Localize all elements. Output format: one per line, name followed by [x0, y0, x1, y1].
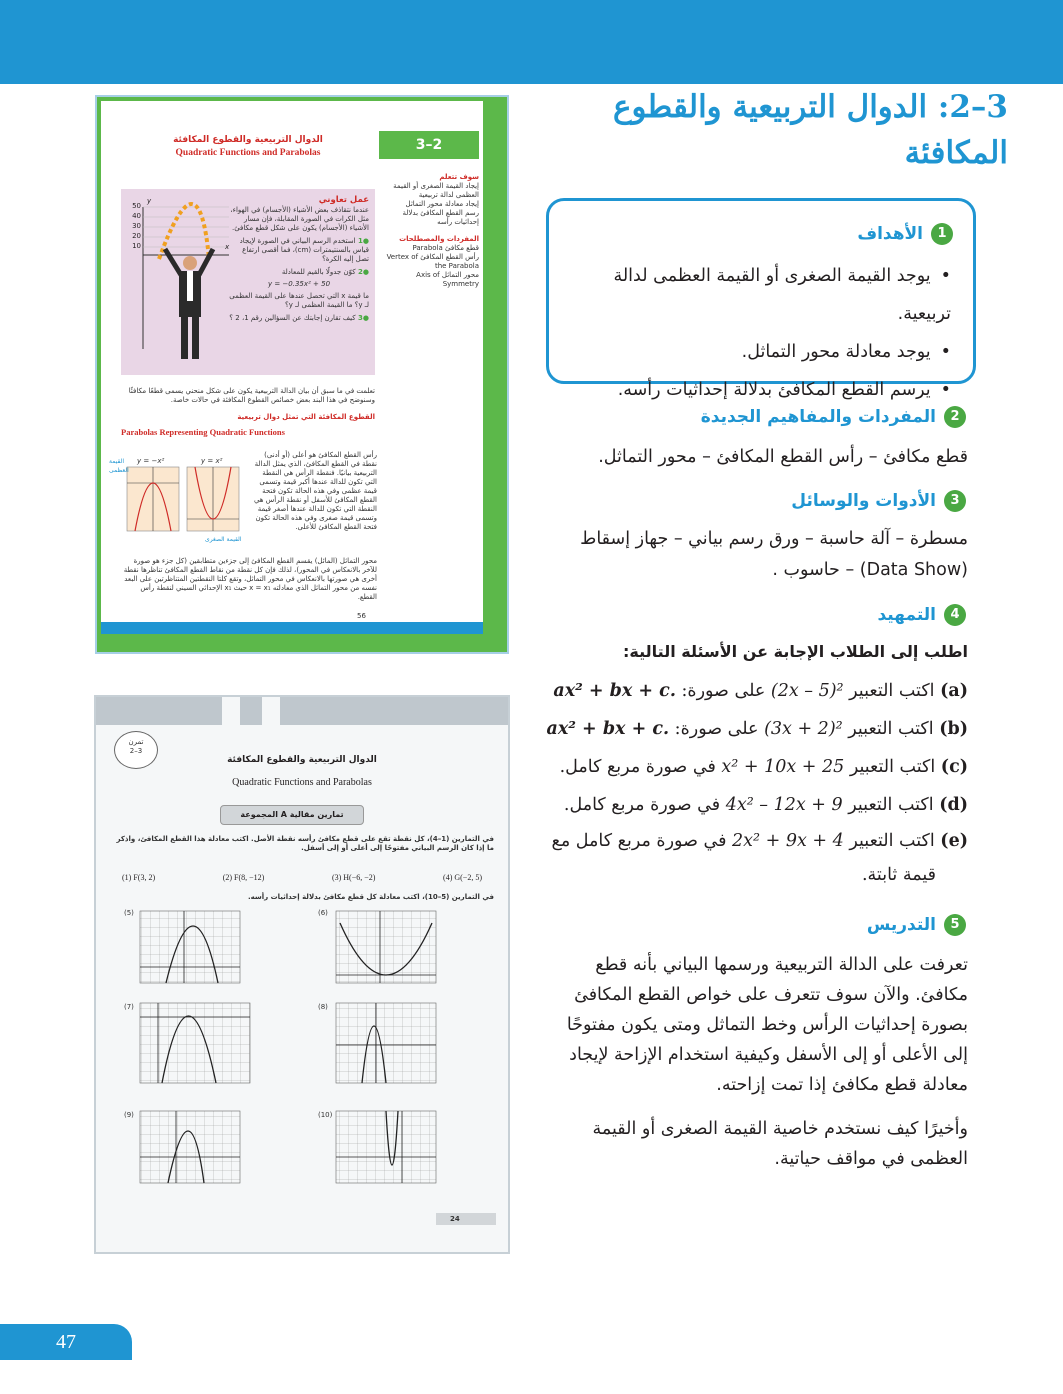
workbook-page-number: 24 — [450, 1215, 460, 1223]
vocab-heading: المفردات والمصطلحات — [399, 235, 479, 243]
graph-label-8: (8) — [318, 1003, 328, 1011]
points-row: (1) F(3, 2) (2) F(8, −12) (3) H(−6, −2) (4) G(−2, 5) — [122, 873, 482, 882]
side-column — [379, 173, 479, 289]
top-banner — [0, 0, 1063, 84]
textbook-page — [101, 101, 483, 634]
vertex-paragraph: رأس القطع المكافئ هو أعلى (أو أدنى) نقطة في القطع المكافئ، الذي يمثل الدالة التربيعية بيانيًا. فنقطة الرأس هي النقطة التي تكون للدالة عندها أكبر قيمة وتسمى قيمة عظمى وفي هذه الحالة تكون فتحة القطع المكافئ للأسفل أو نقطة الرأس هي النقطة التي تكون للدالة عندها أصغر قيمة وتسمى قيمة صغرى وفي هذه الحالة تكون فتحة القطع المكافئ للأعلى. — [253, 451, 377, 531]
graph-label-7: (7) — [124, 1003, 134, 1011]
exercise-badge: تمرن 2–3 — [114, 731, 158, 769]
vocab-heading: 2 المفردات والمفاهيم الجديدة — [701, 406, 966, 428]
axis-paragraph: محور التماثل (المائل) يقسم القطع المكافئ إلى جزءين متطابقين (كل جزء هو صورة للآخر بالانعكاس في المحور)، لذلك فإن كل نقطة من نقاط القطع المكافئ تناظرها نقطة أخرى هي صورتها بالانعكاس في محور التماثل، وتقع كلتا النقطتين المتناظرتين على البعد نفسه من محور التماثل الذي معادلته x = x₁ حيث x₁ الإحداثي السيني لنقطة رأس القطع. — [123, 557, 377, 601]
workbook-footer — [436, 1213, 496, 1225]
side-item: إيجاد معادلة محور التماثل — [405, 200, 479, 208]
teaching-paragraph-1: تعرفت على الدالة التربيعية ورسمها البياني بأنه قطع مكافئ. والآن سوف تتعرف على خواص القطع المكافئ بصورة إحداثيات الرأس وخط التماثل ومتى يكون مفتوحًا إلى الأعلى أو إلى الأسفل وكيفية استخدام الإزاحة لإيجاد معادلة قطع مكافئ إذا تمت إزاحته. — [566, 955, 968, 1095]
sub-heading-ar: القطوع المكافئة التي تمثل دوال تربيعية — [237, 413, 375, 421]
objectives-box — [546, 198, 976, 400]
coop-step-2: ●2 كوّن جدولًا بالقيم للمعادلة — [281, 268, 369, 276]
workbook-title-en: Quadratic Functions and Parabolas — [232, 777, 372, 788]
graph-label-10: (10) — [318, 1111, 333, 1119]
lesson-title-ar: الدوال التربيعية والقطوع المكافئة — [173, 135, 323, 145]
coop-equation: y = −0.35x² + 50 — [267, 280, 331, 288]
instructions-2: في التمارين (5–10)، اكتب معادلة كل قطع مكافئ بدلالة إحداثيات رأسه. — [247, 893, 494, 901]
y-ticks: 50 40 30 20 10 — [132, 202, 141, 250]
side-item: رسم القطع المكافئ بدلالة إحداثيات رأسه — [402, 209, 479, 226]
vocab-item: محور التماثل Axis of Symmetry — [416, 271, 479, 288]
textbook-page-number: 56 — [357, 612, 366, 620]
coop-paragraph: عندما نتقاذف بعض الأشياء (الأجسام) في الهواء، مثل الكرات في الصورة المقابلة، فإن مسار الأشياء (الأجسام) يكون على شكل قطع مكافئ. — [230, 206, 369, 232]
intro-paragraph: تعلمت في ما سبق أن بيان الدالة التربيعية يكون على شكل منحني يسمى قطعًا مكافئًا وسنوضح في هذا البند بعض خصائص القطوع المكافئة في حالات خاصة. — [128, 387, 375, 404]
tools-heading: 3 الأدوات والوسائل — [791, 490, 966, 512]
vocab-item: قطع مكافئ Parabola — [412, 244, 479, 252]
side-item: إيجاد القيمة الصغرى أو القيمة العظمى لدالة تربيعية — [393, 182, 479, 199]
lesson-title: 3–2: الدوال التربيعية والقطوع المكافئة — [613, 89, 1008, 171]
vocab-item: رأس القطع المكافئ Vertex of the Parabola — [386, 253, 479, 270]
teaching-heading: 5 التدريس — [867, 914, 966, 936]
textbook-page-thumbnail — [95, 95, 509, 654]
question-c: (c) اكتب التعبير x² + 10x + 25 في صورة مربع كامل. — [559, 757, 968, 777]
tools-text: مسطرة – آلة حاسبة – ورق رسم بياني – جهاز إسقاط (Data Show) – حاسوب . — [580, 529, 968, 580]
warmup-questions — [538, 672, 968, 892]
textbook-page-footer — [101, 622, 483, 634]
exercise-group-header: المجموعة A تمارين مقالية — [220, 805, 364, 825]
question-b: (b) اكتب التعبير (3x + 2)² على صورة: ax² + bx + c. — [546, 719, 968, 739]
x-axis-label: x — [225, 243, 230, 251]
warmup-heading: 4 التمهيد — [877, 604, 966, 626]
page-number: 47 — [0, 1324, 132, 1360]
warmup-prompt: اطلب إلى الطلاب الإجابة عن الأسئلة التالية: — [623, 642, 968, 661]
workbook-top-strips — [96, 697, 508, 725]
objectives-list — [555, 257, 951, 409]
instructions-1: في التمارين (1–4)، كل نقطة تقع على قطع مكافئ رأسه نقطة الأصل. اكتب معادلة هذا القطع المكافئ، واذكر ما إذا كان الرسم البياني مفتوحًا إلى أعلى أو إلى أسفل. — [116, 835, 494, 852]
teaching-paragraph-2: وأخيرًا كيف نستخدم خاصية القيمة الصغرى أو القيمة العظمى في مواقف حياتية. — [592, 1119, 968, 1169]
section-number: 1 — [931, 223, 953, 245]
workbook-page-thumbnail — [94, 695, 510, 1254]
question-a: (a) اكتب التعبير (2x – 5)² على صورة: ax² + bx + c. — [553, 681, 968, 701]
coop-step-3: ●3 كيف تقارن إجابتك عن السؤالين رقم 1، 2 ؟ — [229, 314, 369, 322]
graph-label-6: (6) — [318, 909, 328, 917]
graph-label-9: (9) — [124, 1111, 134, 1119]
question-e: (e) اكتب التعبير 2x² + 9x + 4 في صورة مربع كامل مع قيمة ثابتة. — [551, 831, 968, 885]
coop-step-1: ●1 استخدم الرسم البياني في الصورة لإيجاد قياس بالسنتيمترات (cm)، فما أقصى ارتفاع تصل إليه الكرة؟ — [239, 237, 369, 263]
min-label: القيمة الصغرى — [205, 536, 242, 543]
question-d: (d) اكتب التعبير 4x² – 12x + 9 في صورة مربع كامل. — [563, 795, 968, 815]
graph-a-label: y = −x² — [137, 457, 165, 465]
vocab-text: قطع مكافئ – رأس القطع المكافئ – محور التماثل. — [598, 447, 968, 467]
side-heading: سوف تتعلم — [439, 173, 479, 181]
main-column — [105, 105, 391, 601]
objective-item: • يوجد معادلة محور التماثل. — [555, 333, 951, 371]
y-axis-label: y — [147, 197, 152, 205]
coop-box — [121, 189, 375, 375]
workbook-title-ar: الدوال التربيعية والقطوع المكافئة — [227, 755, 377, 765]
coop-text — [229, 195, 369, 323]
exercise-graphs — [96, 909, 508, 1249]
objective-item: • يرسم القطع المكافئ بدلالة إحداثيات رأسه. — [555, 371, 951, 409]
graph-label-5: (5) — [124, 909, 134, 917]
lesson-title-en: Quadratic Functions and Parabolas — [175, 148, 321, 158]
objectives-heading: 1 الأهداف — [857, 223, 953, 245]
graph-b-label: y = x² — [201, 457, 223, 465]
max-label: القيمة العظمى — [109, 458, 129, 474]
objective-item: • يوجد القيمة الصغرى أو القيمة العظمى لدالة تربيعية. — [555, 257, 951, 333]
coop-heading: عمل تعاوني — [318, 195, 369, 205]
coop-step-2b: ما قيمة x التي تحصل عندها على القيمة العظمى لـ y؟ ما القيمة العظمى لـ y؟ — [229, 292, 369, 309]
sub-heading-en: Parabolas Representing Quadratic Functions — [121, 427, 285, 437]
lesson-tab: 3–2 — [379, 131, 479, 159]
